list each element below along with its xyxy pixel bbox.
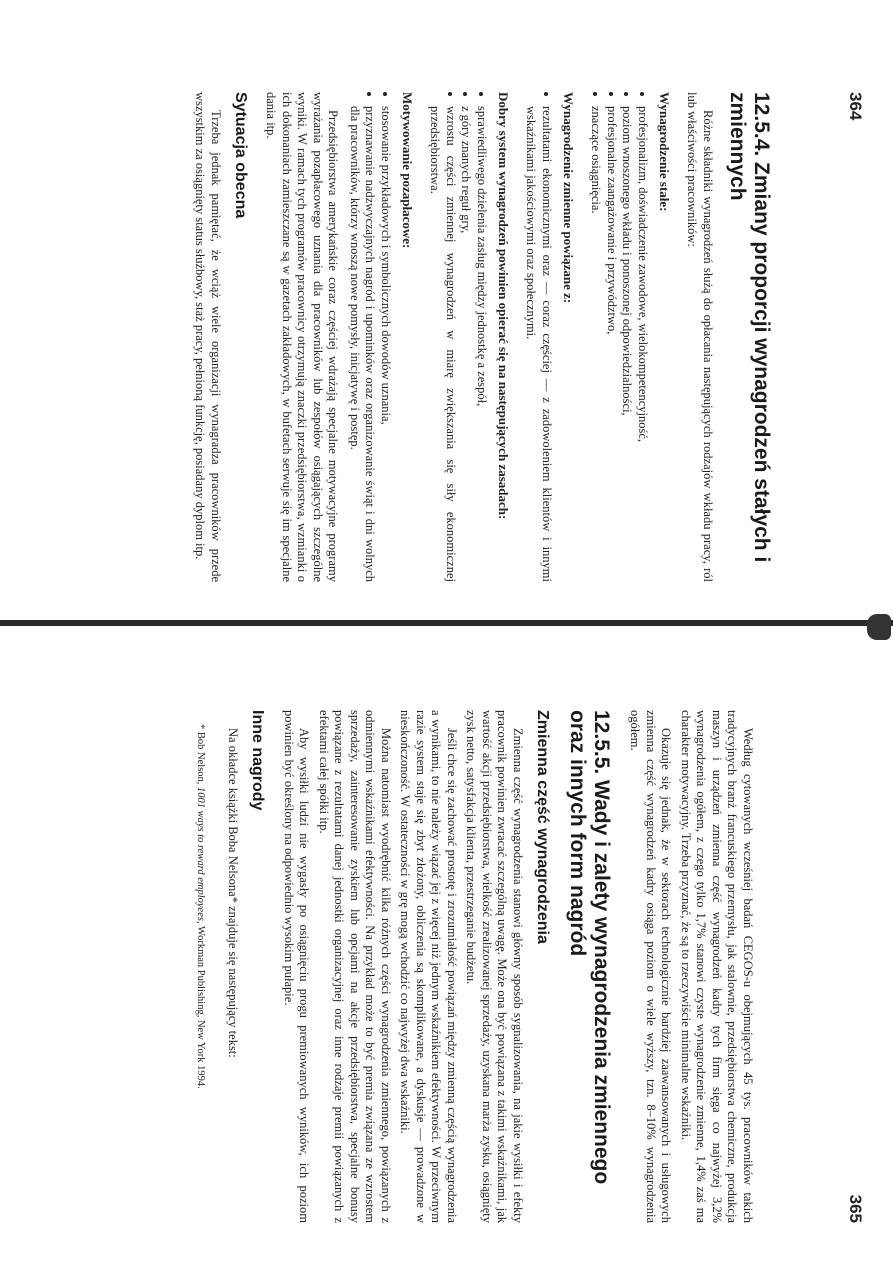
list-item: • rezultatami ekonomicznymi oraz — coraz częściej — z zadowoleniem klientów i innymi wskaźnikami jakościowymi oraz społecznymi. [523,106,554,582]
footnote-publisher: Workman Publishing, New York 1994. [195,926,206,1089]
variable-paragraph-3: Można natomiast wyodrębnić kilka różnych części wynagrodzenia zmiennego, powiązanych z odmiennymi wskaźnikami efektywności. Na przykład może to być premia związana ze wzrostem sprzedaży, zainteresowanie zyskiem lub opcjami na akcje przedsiębiorstwa, specjalne bonusy powiązane z rezultatami danej jednostki organizacyjnej oraz inne rodzaje premii powiązanych z efektami całej spółki itp. [317,710,393,1223]
list-item: • stosowanie przykładowych i symbolicznych dowodów uznania, [378,106,394,582]
principles-title: Dobry system wynagrodzeń powinien opierać się na następujących zasadach: [496,92,511,520]
fixed-pay-list [588,92,650,582]
list-item: • profesjonalizm, doświadczenie zawodowe, wielokompetencyjność, [635,106,651,582]
variable-paragraph-1: Zmienna część wynagrodzenia stanowi główny sposób sygnalizowania, na jakie wysiłki i efekty pracownik powinien zwracać szczególną uwagę. Może ona być powiązana z takimi wskaźnikami, jak wartość akcji przedsiębiorstwa, wielkość zrealizowanej sprzedaży, uzyskana marża zysku, osiągnięty zysk netto, satysfakcja klienta, przestrzeganie budżetu. [464,710,525,1223]
non-pay-motivation-title: Motywowanie pozapłacowe: [400,92,415,249]
list-item: • wzrostu części zmiennej wynagrodzeń w miarę zwiększania się siły ekonomicznej przedsiębiorstwa. [427,106,458,582]
footnote-book-title: 1001 ways to reward employees, [195,787,206,924]
variable-pay-title: Wynagrodzenie zmienne powiązane z: [561,92,576,304]
section-heading-12-5-5: 12.5.5. Wady i zalety wynagrodzenia zmiennego oraz innych form nagród [566,710,613,1185]
cegos-paragraph: Według cytowanych wcześniej badań CEGOS-u obejmujących 45 tys. pracowników takich tradycyjnych branż francuskiego przemysłu, jak stalownie, przedsiębiorstwa chemiczne, produkcja maszyn i urządzeń zmienna część wynagrodzeń kadry tych firm sięga co najwyżej 3,2% wynagrodzenia ogółem, z czego tylko 1,7% stanowi czyste wynagrodzenie zmienne, 1,4% zaś ma charakter motywacyjny. Trzeba przyznać, że są to rzeczywiście minimalne wskaźniki. [679,710,755,1223]
sectors-paragraph: Okazuje się jednak, że w sektorach technologicznie bardziej zaawansowanych i usługowych zmienna część wynagrodzeń kadry osiąga poziom o wiele wyższy, tzn. 8–10% wynagrodzenia ogółem. [628,710,674,1223]
principles-list [427,92,489,582]
list-item: • znaczące osiągnięcia. [588,106,604,582]
book-gutter [0,620,893,626]
other-rewards-heading: Inne nagrody [249,710,267,811]
footnote-author: * Bob Nelson, [195,724,206,785]
page-364 [0,0,893,630]
list-item: • profesjonalne zaangażowanie i przywództwo, [604,106,620,582]
variable-paragraph-4: Aby wysiłki ludzi nie wygasły po osiągnięciu progu premiowanych wyników, ich poziom powinien być określony na odpowiednio wysokim pułapie. [282,710,312,1223]
current-situation-heading: Sytuacja obecna [232,92,249,219]
variable-paragraph-2: Jeśli chce się zachować prostotę i zrozumiałość powiązań między zmienną częścią wynagrodzenia a wynikami, to nie należy wiązać jej z więcej niż jednym wskaźnikiem efektywności. W przeciwnym razie system staje się zbyt złożony, obliczenia są skomplikowane, a dyskusje — prowadzone w nieskończoność. W ostateczności w grę mogą wchodzić co najwyżej dwa wskaźniki. [398,710,459,1223]
list-item: • przyznawanie nadzwyczajnych nagród i upominków oraz organizowanie świąt i dni wolnych dla pracowników, którzy wnoszą nowe pomysły, inicjatywę i postęp. [347,106,378,582]
list-item: • z góry znanych reguł gry, [458,106,474,582]
footnote [194,710,207,1223]
current-situation-paragraph: Trzeba jednak pamiętać, że wciąż wiele organizacji wynagradza pracowników przede wszystkim za osiągnięty status służbowy, staż pracy, pełnioną funkcję, posiadany dyplom itp. [193,92,223,582]
page-365 [0,630,893,1263]
list-item: • poziom wnoszonego wkładu i ponoszonej odpowiedzialności, [619,106,635,582]
american-companies-paragraph: Przedsiębiorstwa amerykańskie coraz częściej wdrażają specjalne motywacyjne programy wyrażania pozapłacowego uznania dla pracowników lub zespołów osiągających szczególne wyniki. W ramach tych programów pracownicy otrzymują znaczki przedsiębiorstwa, wzmianki o ich dokonaniach zamieszczane są w gazetach zakładowych, w bufetach serwuje się im specjalne dania itp. [264,92,341,582]
variable-part-heading: Zmienna część wynagrodzenia [534,710,551,944]
fixed-pay-title: Wynagrodzenie stałe: [657,92,672,212]
intro-paragraph: Różne składniki wynagrodzeń służą do opłacania następujących rodzajów wkładu pracy, ról lub właściwości pracowników: [685,92,715,582]
page-number-right: 365 [846,1194,865,1223]
non-pay-motivation-list [347,92,394,582]
other-rewards-paragraph: Na okładce książki Boba Nelsona* znajduje się następujący tekst: [226,728,241,1058]
page-number-left: 364 [846,92,865,121]
section-heading-12-5-4: 12.5.4. Zmiany proporcji wynagrodzeń stałych i zmiennych [726,92,773,563]
variable-pay-list [523,92,554,582]
list-item: • sprawiedliwego dzielenia zasług między jednostkę a zespół, [474,106,490,582]
